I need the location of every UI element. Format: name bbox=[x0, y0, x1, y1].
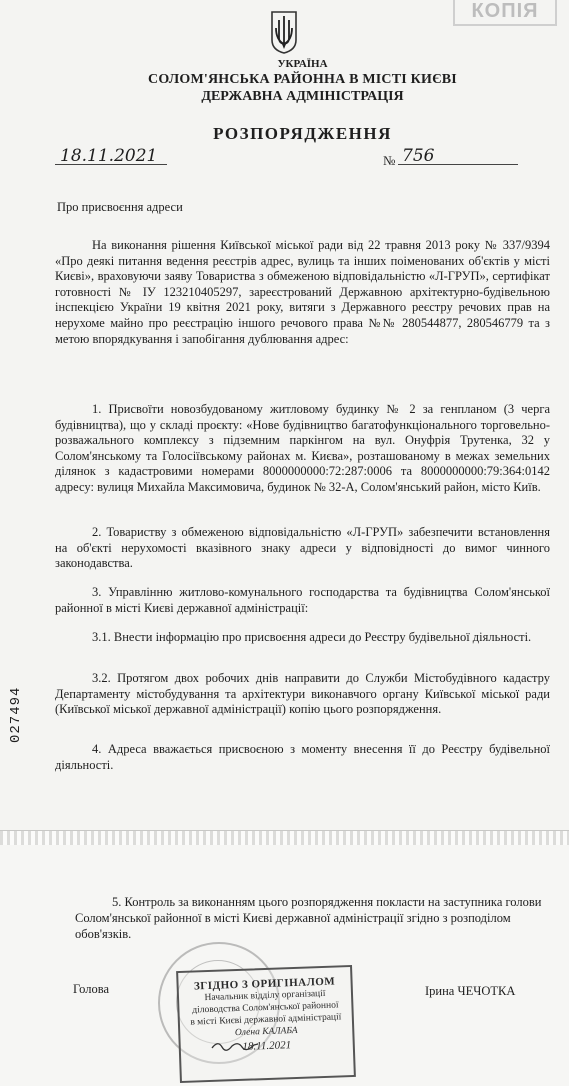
registration-number-text: 027494 bbox=[8, 686, 24, 743]
coat-of-arms-icon bbox=[270, 10, 298, 54]
certification-stamp bbox=[176, 965, 356, 1083]
header-organization-line1: СОЛОМ'ЯНСЬКА РАЙОННА В МІСТІ КИЄВІ bbox=[148, 72, 457, 87]
item-3-1-paragraph: 3.1. Внести інформацію про присвоєння адреси до Реєстру будівельної діяльності. bbox=[92, 630, 532, 644]
stamp-line-2: діловодства Солом'янської районної bbox=[192, 1000, 339, 1016]
document-number: 756 bbox=[402, 146, 435, 166]
intro-paragraph: На виконання рішення Київської міської ради від 22 травня 2013 року № 337/9394 «Про деякі питання ведення реєстрів адрес, вулиць та інших поіменованих об'єктів у місті Києві», враховуючи заяву Товариства з обмеженою відповідальністю «Л-ГРУП», сертифікат готовності № ІУ 123210405297, зареєстрований Державною архітектурно-будівельною інспекцією України 19 квітня 2021 року, витяги з Державного реєстру речових прав на нерухоме майно про реєстрацію іншого речового права №№ 280544877, 280546779 та з метою впорядкування і запобігання дублювання адрес: bbox=[55, 238, 550, 346]
document-date: 18.11.2021 bbox=[60, 146, 158, 166]
item-2-paragraph: 2. Товариству з обмеженою відповідальністю «Л-ГРУП» забезпечити встановлення на об'єкті нерухомості вказівного знаку адреси у відповідності до вимог чинного законодавства. bbox=[55, 525, 550, 571]
item-3-paragraph: 3. Управлінню житлово-комунального господарства та будівництва Солом'янської районної в місті Києві державної адміністрації: bbox=[55, 585, 550, 615]
stamp-signer: Олена КАЛАБА bbox=[234, 1025, 298, 1039]
copy-stamp: КОПІЯ bbox=[453, 0, 557, 26]
number-underline bbox=[398, 164, 518, 165]
number-sign: № bbox=[383, 153, 396, 168]
stamp-title: ЗГІДНО З ОРИГІНАЛОМ bbox=[193, 975, 336, 993]
signatory-position: Голова bbox=[73, 982, 109, 996]
registration-number bbox=[6, 665, 24, 745]
stamp-line-3: в місті Києві державної адміністрації bbox=[190, 1012, 342, 1028]
document-type-title: РОЗПОРЯДЖЕННЯ bbox=[213, 124, 392, 143]
page-break bbox=[0, 830, 569, 846]
item-4-paragraph: 4. Адреса вважається присвоєною з моменту внесення її до Реєстру будівельної діяльності. bbox=[55, 742, 550, 772]
stamp-date: 18.11.2021 bbox=[242, 1039, 292, 1053]
item-3-2-paragraph: 3.2. Протягом двох робочих днів направити до Служби Містобудівного кадастру Департаменту містобудування та архітектури виконавчого органу Київської міської ради (Київської міської державної адміністрації) копію цього розпорядження. bbox=[55, 671, 550, 717]
date-underline bbox=[55, 164, 167, 165]
signatory-name: Ірина ЧЕЧОТКА bbox=[425, 984, 516, 998]
handwritten-signature-icon bbox=[210, 1038, 260, 1052]
stamp-line-1: Начальник відділу організації bbox=[204, 988, 326, 1004]
document-subject: Про присвоєння адреси bbox=[57, 200, 183, 214]
header-organization-line2: ДЕРЖАВНА АДМІНІСТРАЦІЯ bbox=[201, 89, 404, 104]
header-country: УКРАЇНА bbox=[277, 58, 328, 70]
item-5-paragraph: 5. Контроль за виконанням цього розпорядження покласти на заступника голови Солом'янської районної в місті Києві державної адміністрації згідно з розподілом обов'язків. bbox=[75, 895, 542, 941]
item-1-paragraph: 1. Присвоїти новозбудованому житловому будинку № 2 за генпланом (3 черга будівництва), що у складі проєкту: «Нове будівництво багатофункціонального торговельно-розважального комплексу з підземним паркінгом на вул. Онуфрія Трутенка, 32 у Солом'янському та Голосіївському районах м. Києва», розташованому в межах земельних ділянок з кадастровими номерами 8000000000:72:287:0006 та 8000000000:79:364:0142 адресу: вулиця Михайла Максимовича, будинок № 32-А, Солом'янський район, місто Київ. bbox=[55, 402, 550, 494]
